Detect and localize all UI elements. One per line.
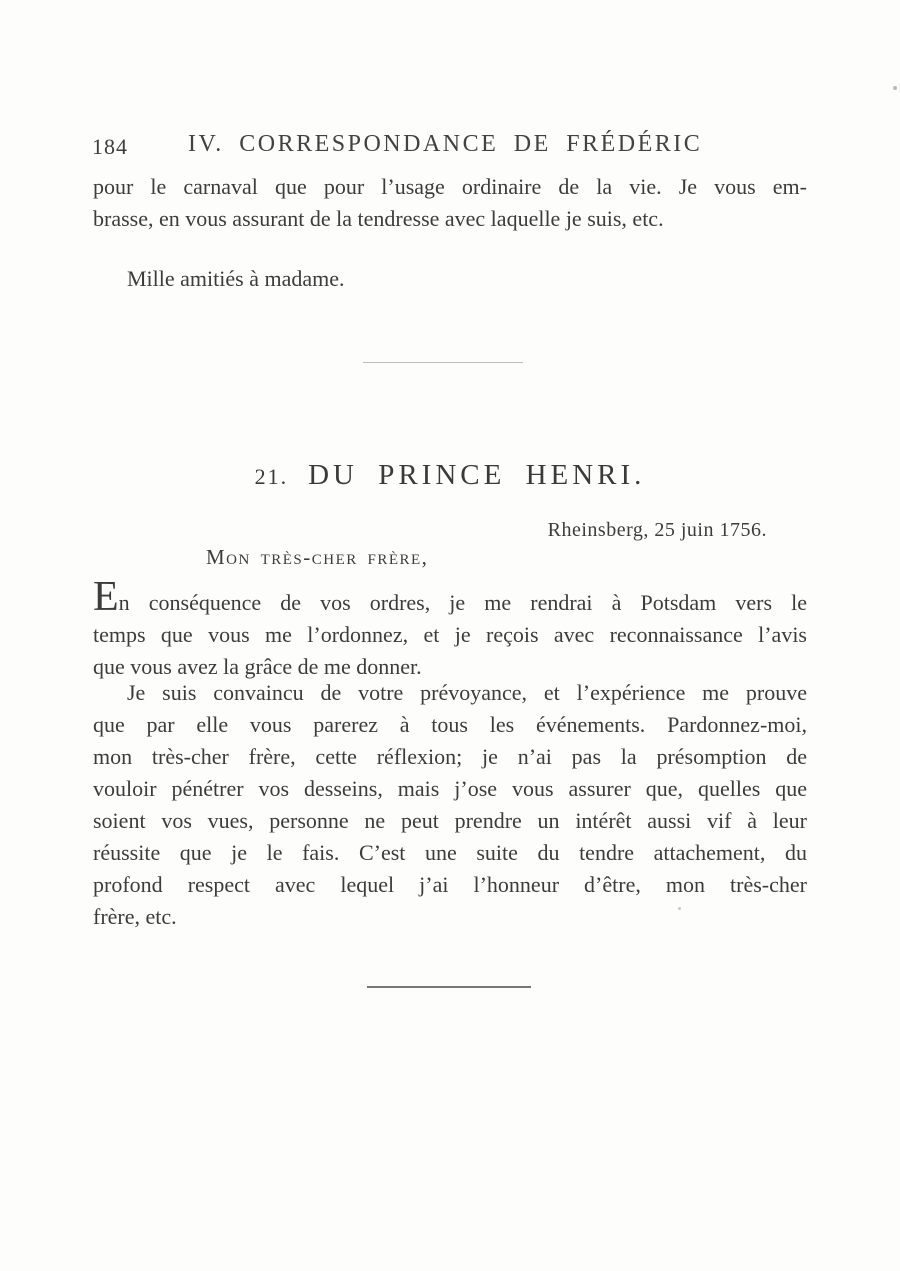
letter-heading — [0, 459, 900, 492]
letter-paragraph-1 — [93, 574, 807, 683]
end-divider-rule — [367, 986, 531, 988]
page-number: 184 — [92, 134, 128, 159]
previous-letter-end — [93, 171, 807, 235]
body-line: que vous avez la grâce de me donner. — [93, 654, 422, 679]
previous-letter-postscript: Mille amitiés à madame. — [127, 266, 345, 291]
section-divider-rule — [363, 362, 523, 363]
scan-speck — [893, 86, 897, 90]
body-line-text: n conséquence de vos ordres, je me rendrai à Potsdam vers le — [118, 590, 807, 615]
body-line: soient vos vues, personne ne peut prendre un intérêt aussi vif à leur — [93, 808, 807, 833]
body-line: frère, etc. — [93, 904, 177, 929]
body-line: réussite que je le fais. C’est une suite du tendre attachement, du — [93, 840, 807, 865]
letter-dateline: Rheinsberg, 25 juin 1756. — [547, 519, 767, 541]
letter-number: 21. — [254, 464, 289, 489]
scan-speck — [678, 907, 681, 910]
running-title: IV. CORRESPONDANCE DE FRÉDÉRIC — [188, 131, 703, 157]
body-line: vouloir pénétrer vos desseins, mais j’ose vous assurer que, quelles que — [93, 776, 807, 801]
letter-title: DU PRINCE HENRI. — [308, 459, 646, 491]
letter-salutation: Mon très-cher frère, — [206, 545, 429, 569]
previous-letter-line: brasse, en vous assurant de la tendresse avec laquelle je suis, etc. — [93, 206, 664, 231]
body-line: profond respect avec lequel j’ai l’honneur d’être, mon très-cher — [93, 872, 807, 897]
body-line: mon très-cher frère, cette réflexion; je n’ai pas la présomption de — [93, 744, 807, 769]
previous-letter-line: pour le carnaval que pour l’usage ordinaire de la vie. Je vous em- — [93, 174, 807, 199]
body-line — [93, 574, 807, 620]
body-line: Je suis convaincu de votre prévoyance, et l’expérience me prouve — [127, 680, 807, 705]
drop-cap: E — [93, 574, 119, 620]
letter-paragraph-2 — [93, 677, 807, 933]
body-line: temps que vous me l’ordonnez, et je reçois avec reconnaissance l’avis — [93, 622, 807, 647]
body-line: que par elle vous parerez à tous les événements. Pardonnez-moi, — [93, 712, 807, 737]
